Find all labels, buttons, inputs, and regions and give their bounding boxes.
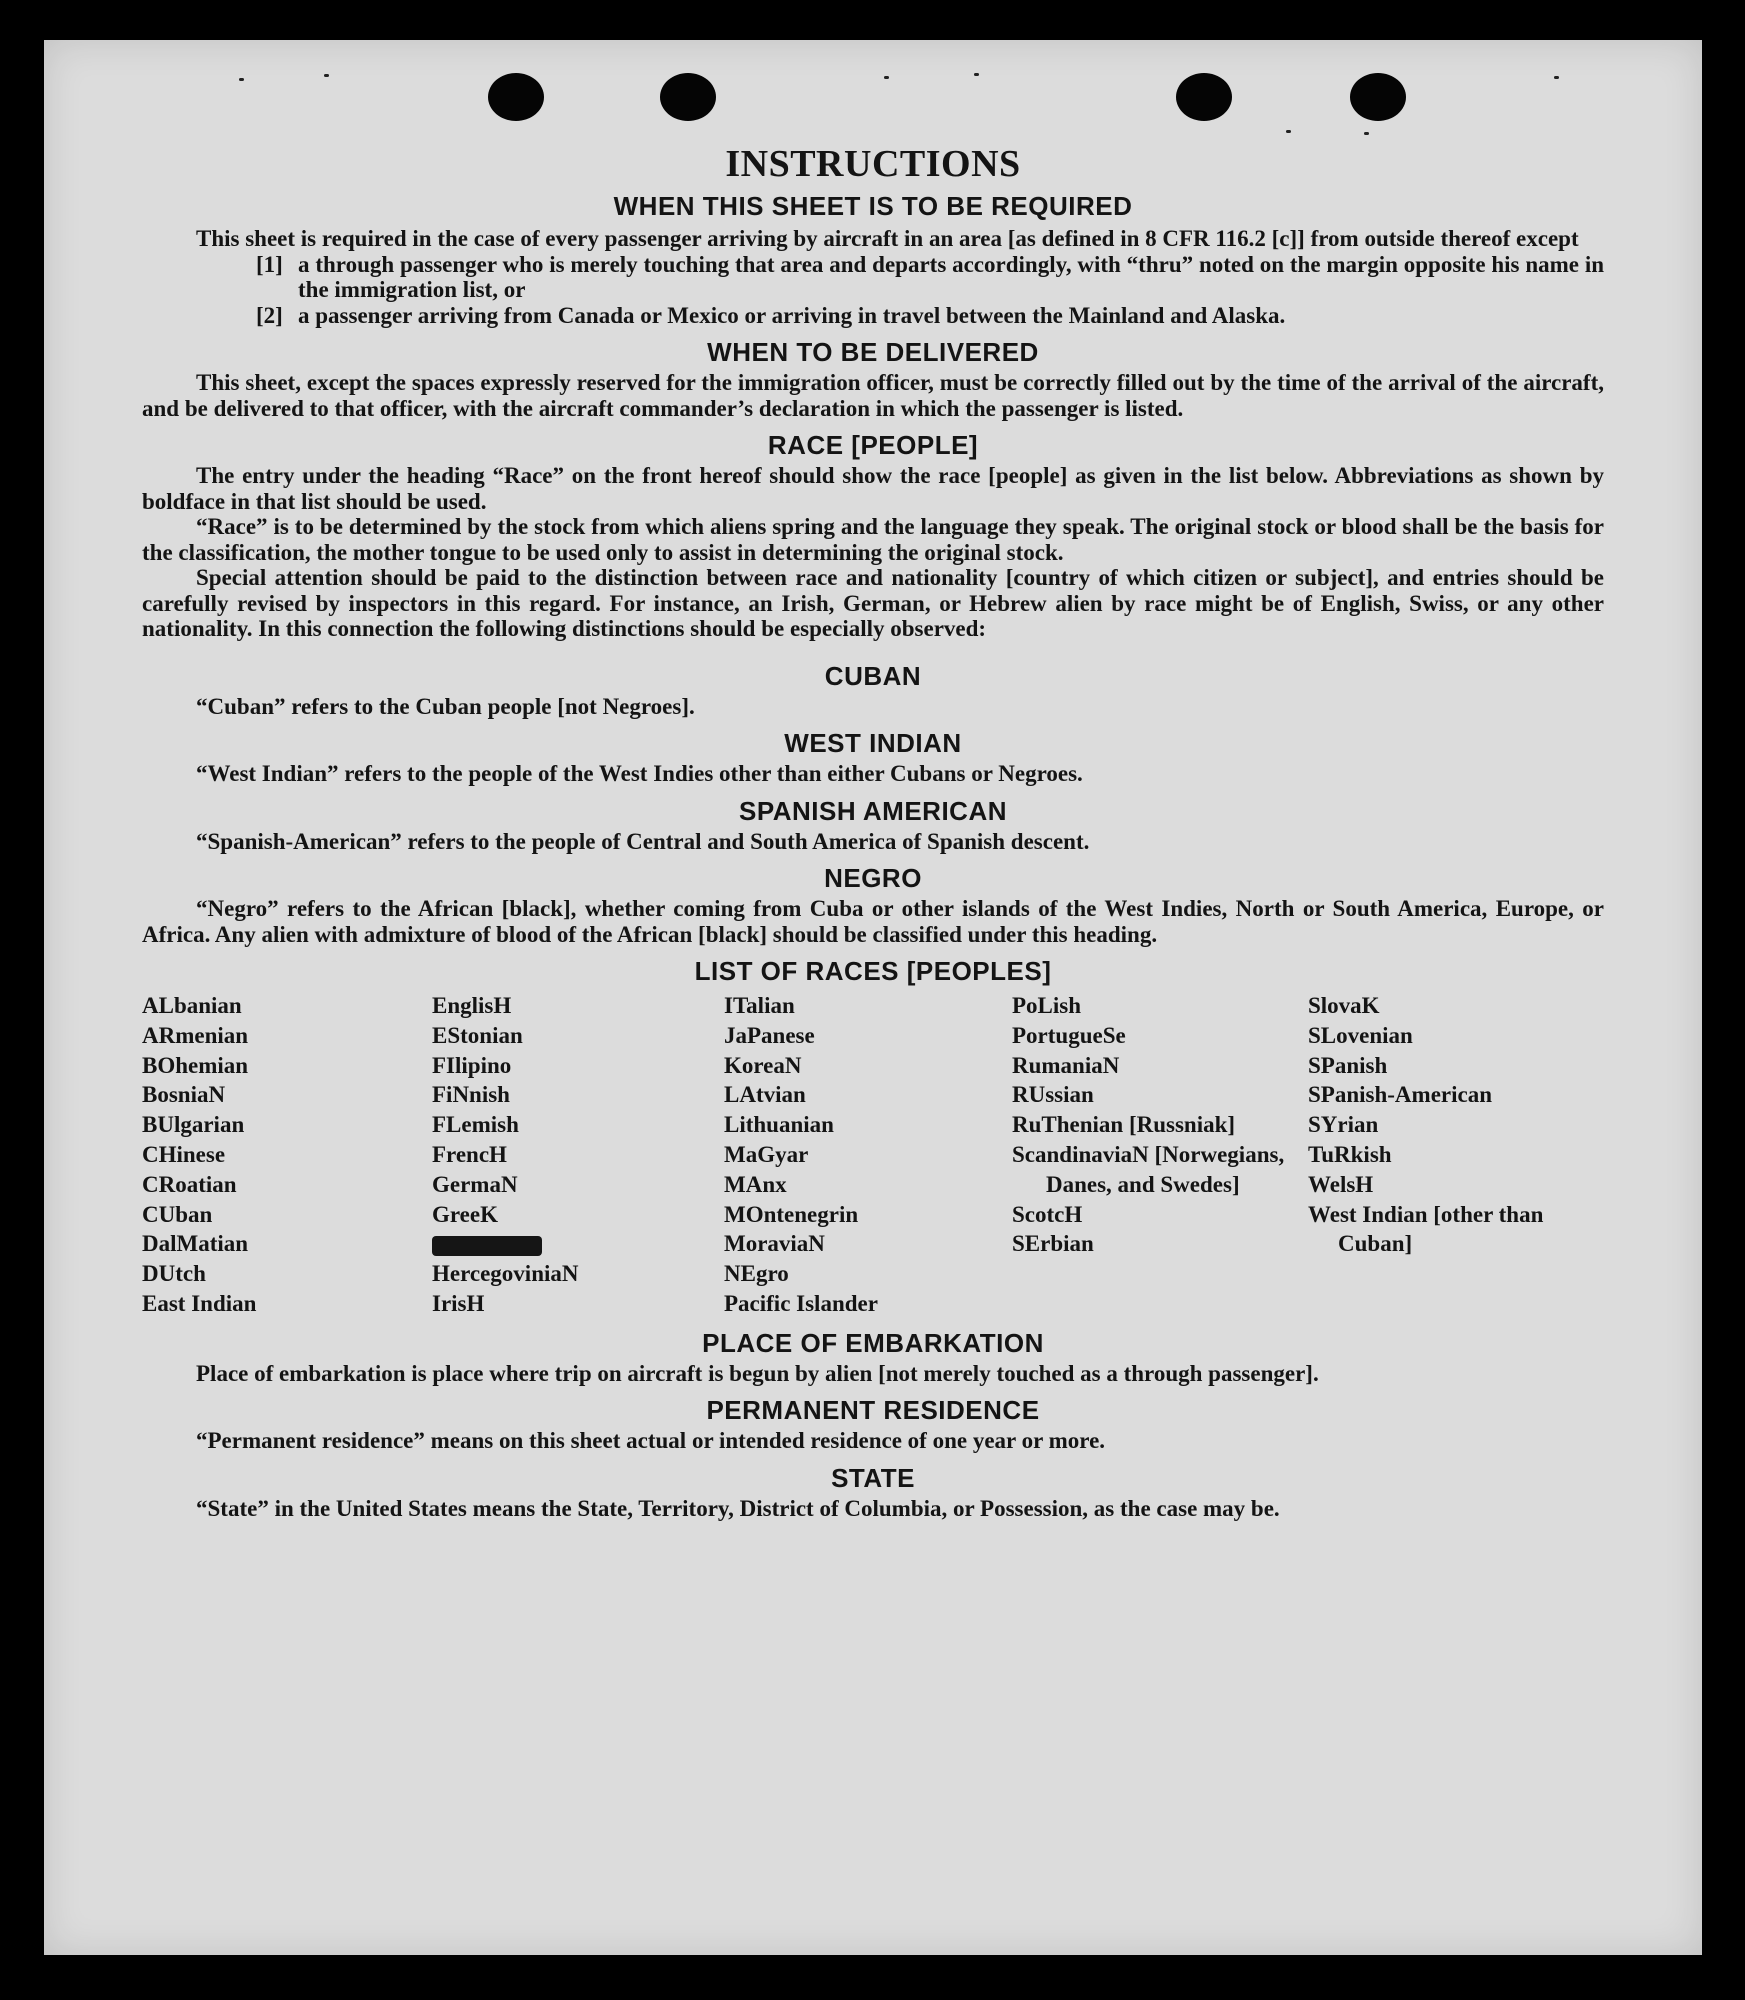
race-item: ITalian: [724, 993, 795, 1018]
race-item: Pacific Islander: [724, 1290, 878, 1316]
race-item: DUtch: [142, 1261, 206, 1287]
heading-spanish-american: SPANISH AMERICAN: [738, 795, 1007, 826]
race-item: HercegoviniaN: [432, 1261, 579, 1287]
cuban-text: “Cuban” refers to the Cuban people [not Negroes].: [196, 693, 695, 719]
west-indian-text: “West Indian” refers to the people of the West Indies other than either Cubans or Negroes.: [196, 761, 1083, 786]
race-item: FrencH: [432, 1141, 507, 1167]
race-item: FLemish: [432, 1112, 519, 1138]
race-item: West Indian [other than Cuban]: [1308, 1201, 1544, 1257]
punch-hole: [1350, 73, 1406, 121]
instructions-content: [142, 142, 1604, 1521]
race-item: EnglisH: [432, 993, 512, 1018]
race-item: SErbian: [1012, 1231, 1094, 1257]
heading-state: STATE: [831, 1462, 915, 1493]
race-item: FIlipino: [432, 1052, 512, 1078]
race-item: IrisH: [432, 1290, 485, 1316]
race-item: SYrian: [1308, 1112, 1379, 1138]
races-column-4: [1012, 991, 1308, 1319]
race-item: CHinese: [142, 1141, 226, 1167]
state-text: “State” in the United States means the State, Territory, District of Columbia, or Possession, as the case may be.: [196, 1495, 1280, 1521]
heading-west-indian: WEST INDIAN: [784, 728, 962, 758]
embarkation-text: Place of embarkation is place where trip on aircraft is begun by alien [not merely touched as a through passenger].: [196, 1360, 1319, 1386]
heading-required: WHEN THIS SHEET IS TO BE REQUIRED: [613, 191, 1133, 221]
race-item: NEgro: [724, 1261, 789, 1287]
race-item: FiNnish: [432, 1082, 510, 1108]
item-number: [1]: [256, 251, 283, 277]
heading-negro: NEGRO: [824, 863, 922, 893]
races-column-1: [142, 991, 432, 1319]
race-item: CRoatian: [142, 1171, 237, 1197]
race-item: ScandinaviaN [Norwegians, Danes, and Swedes]: [1012, 1141, 1285, 1197]
page-title: INSTRUCTIONS: [725, 143, 1021, 185]
race-item: GreeK: [432, 1201, 498, 1227]
item-text: a passenger arriving from Canada or Mexico or arriving in travel between the Mainland and Alaska.: [298, 302, 1286, 328]
item-number: [2]: [256, 302, 283, 328]
heading-residence: PERMANENT RESIDENCE: [706, 1395, 1040, 1426]
race-item: MOntenegrin: [724, 1201, 859, 1227]
race-item: RumaniaN: [1012, 1052, 1120, 1078]
delivered-text: This sheet, except the spaces expressly reserved for the immigration officer, must be correctly filled out by the time of the arrival of the aircraft, and be delivered to that officer, with the aircraft commander’s declaration in which the passenger is listed.: [142, 370, 1604, 421]
heading-cuban: CUBAN: [824, 660, 922, 691]
race-item: PortugueSe: [1012, 1022, 1126, 1048]
race-item: MoraviaN: [724, 1231, 825, 1257]
race-item: DalMatian: [142, 1231, 249, 1257]
residence-text: “Permanent residence” means on this sheet actual or intended residence of one year or more.: [196, 1428, 1106, 1454]
required-item: [142, 252, 1604, 303]
race-item: ARmenian: [142, 1022, 249, 1048]
heading-embarkation: PLACE OF EMBARKATION: [702, 1327, 1044, 1358]
race-paragraph-3: Special attention should be paid to the distinction between race and nationality [country of which citizen or subject], and entries should be carefully revised by inspectors in this regard. For instance, an Irish, German, or Hebrew alien by race might be of English, Swiss, or any other nationality. In this connection the following distinctions should be especially observed:: [142, 565, 1604, 641]
race-item: LAtvian: [724, 1082, 806, 1108]
race-paragraph-2: “Race” is to be determined by the stock from which aliens spring and the language they speak. The original stock or blood shall be the basis for the classification, the mother tongue to be used only to assist in determining the original stock.: [142, 514, 1604, 565]
race-item: East Indian: [142, 1290, 257, 1316]
race-item: EStonian: [432, 1022, 523, 1048]
race-item: Lithuanian: [724, 1112, 834, 1138]
race-paragraph-1: The entry under the heading “Race” on the front hereof should show the race [people] as given in the list below. Abbreviations as shown by boldface in that list should be used.: [142, 463, 1604, 514]
spanish-american-text: “Spanish-American” refers to the people of Central and South America of Spanish descent.: [196, 828, 1090, 854]
races-column-5: [1308, 991, 1604, 1319]
punch-hole: [488, 73, 544, 121]
race-item: TuRkish: [1308, 1141, 1392, 1167]
race-item: ScotcH: [1012, 1201, 1083, 1227]
race-item: WelsH: [1308, 1171, 1374, 1197]
heading-delivered: WHEN TO BE DELIVERED: [707, 337, 1039, 367]
race-item: SlovaK: [1308, 993, 1380, 1018]
heading-list-of-races: LIST OF RACES [PEOPLES]: [694, 956, 1052, 986]
negro-text: “Negro” refers to the African [black], whether coming from Cuba or other islands of the West Indies, North or South America, Europe, or Africa. Any alien with admixture of blood of the African [black] should be classified under this heading.: [142, 896, 1604, 947]
race-item: BOhemian: [142, 1052, 249, 1078]
race-item: SLovenian: [1308, 1022, 1413, 1048]
race-item: JaPanese: [724, 1022, 815, 1048]
race-item: PoLish: [1012, 993, 1082, 1018]
document-page: [44, 40, 1702, 1955]
race-item: RuThenian [Russniak]: [1012, 1112, 1236, 1138]
item-text: a through passenger who is merely touching that area and departs accordingly, with “thru” noted on the margin opposite his name in the immigration list, or: [298, 251, 1604, 302]
punch-hole: [660, 73, 716, 121]
race-item: KoreaN: [724, 1052, 802, 1078]
race-item: BUlgarian: [142, 1112, 245, 1138]
race-item: ALbanian: [142, 993, 242, 1018]
race-item: SPanish-American: [1308, 1082, 1492, 1108]
races-list: [142, 991, 1604, 1319]
redacted-entry: [432, 1229, 724, 1259]
heading-race: RACE [PEOPLE]: [767, 430, 979, 460]
race-item: MaGyar: [724, 1141, 809, 1167]
required-item: [142, 303, 1604, 329]
redaction-mark: [432, 1236, 542, 1256]
race-item: BosniaN: [142, 1082, 226, 1108]
race-item: CUban: [142, 1201, 213, 1227]
required-intro: This sheet is required in the case of every passenger arriving by aircraft in an area [as defined in 8 CFR 116.2 [c]] from outside thereof except: [196, 226, 1579, 251]
races-column-3: [724, 991, 1012, 1319]
race-item: RUssian: [1012, 1082, 1094, 1108]
race-item: GermaN: [432, 1171, 518, 1197]
race-item: MAnx: [724, 1171, 787, 1197]
punch-hole: [1176, 73, 1232, 121]
race-item: SPanish: [1308, 1052, 1388, 1078]
races-column-2: [432, 991, 724, 1319]
